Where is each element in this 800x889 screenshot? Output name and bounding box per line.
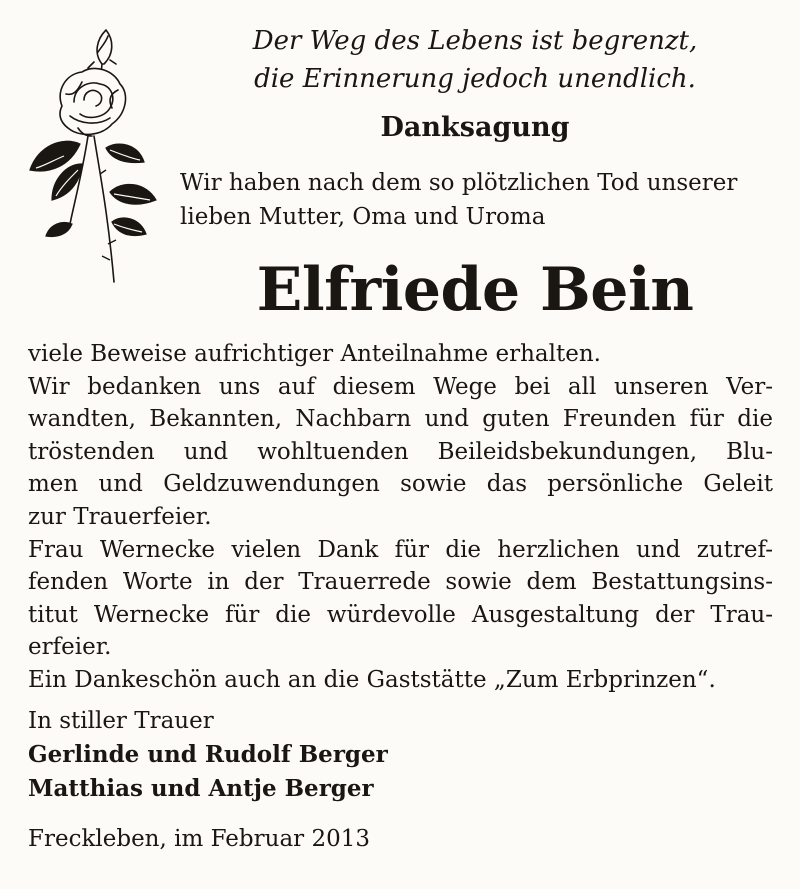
body-line: zur Trauerfeier.	[28, 503, 212, 530]
body-line: wandten, Bekannten, Nachbarn und guten Freunden für die	[28, 406, 773, 433]
body-line: men und Geldzuwendungen sowie das persönliche Geleit	[28, 471, 773, 498]
intro-line-2: lieben Mutter, Oma und Uroma	[180, 204, 546, 230]
signoff-intro: In stiller Trauer	[28, 708, 214, 734]
body-line: titut Wernecke für die würdevolle Ausgestaltung der Trau-	[28, 601, 773, 628]
body-line: viele Beweise aufrichtiger Anteilnahme erhalten.	[28, 341, 601, 367]
body-line: Ein Dankeschön auch an die Gaststätte „Zum Erbprinzen“.	[28, 666, 716, 693]
body-line: erfeier.	[28, 634, 112, 661]
body-line: tröstenden und wohltuenden Beileidsbekundungen, Blu-	[28, 438, 773, 465]
intro-line-1: Wir haben nach dem so plötzlichen Tod unserer	[180, 170, 738, 196]
quote-line-1: Der Weg des Lebens ist begrenzt,	[252, 26, 698, 56]
signoff-name: Matthias und Antje Berger	[28, 775, 374, 802]
signoff-name: Gerlinde und Rudolf Berger	[28, 741, 388, 768]
intro-text	[180, 166, 737, 234]
place-date: Freckleben, im Februar 2013	[28, 826, 370, 852]
quote	[160, 22, 790, 98]
deceased-name: Elfriede Bein	[256, 255, 694, 325]
signoff	[28, 704, 388, 806]
body-line: Wir bedanken uns auf diesem Wege bei all unseren Ver-	[28, 373, 773, 400]
body-line: Frau Wernecke vielen Dank für die herzlichen und zutref-	[28, 536, 773, 563]
body-text	[28, 338, 773, 697]
heading-danksagung: Danksagung	[380, 112, 570, 143]
body-line: fenden Worte in der Trauerrede sowie dem Bestattungsins-	[28, 569, 773, 596]
rose-icon	[22, 24, 162, 286]
quote-line-2: die Erinnerung jedoch unendlich.	[254, 64, 696, 94]
